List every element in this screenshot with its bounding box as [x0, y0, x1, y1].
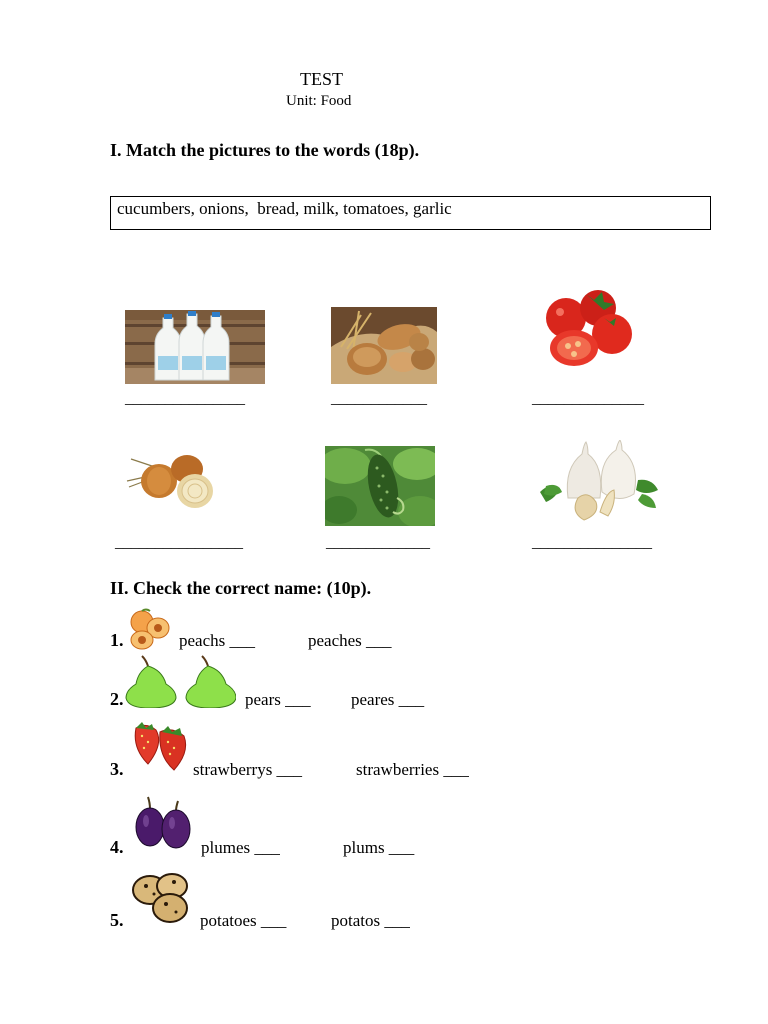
test-title: TEST — [300, 69, 343, 89]
option-b: plums ___ — [343, 838, 415, 857]
option-a: potatoes ___ — [200, 911, 287, 930]
bread-loaves-image — [331, 307, 437, 384]
option-a: plumes ___ — [201, 838, 280, 857]
unit-subtitle: Unit: Food — [286, 93, 352, 109]
answer-blank-cucumber: _____________ — [326, 534, 430, 551]
item-number: 5. — [110, 910, 124, 930]
option-a: pears ___ — [245, 690, 311, 709]
item-number: 1. — [110, 630, 124, 650]
item-number: 2. — [110, 689, 124, 709]
pears-image — [124, 654, 236, 708]
option-b: peares ___ — [351, 690, 425, 709]
potatoes-image — [130, 868, 192, 926]
section-1-heading: I. Match the pictures to the words (18p). — [110, 140, 420, 160]
option-b: peaches ___ — [308, 631, 392, 650]
answer-blank-onions: ________________ — [115, 534, 243, 551]
word-bank-box: cucumbers, onions, bread, milk, tomatoes, garlic — [110, 196, 711, 230]
answer-blank-tomatoes: ______________ — [532, 390, 644, 407]
garlic-image — [538, 440, 660, 526]
answer-blank-bread: ____________ — [331, 390, 427, 407]
option-b: potatos ___ — [331, 911, 410, 930]
milk-bottles-image — [125, 310, 265, 384]
answer-blank-milk: _______________ — [125, 390, 245, 407]
item-number: 4. — [110, 837, 124, 857]
section-2-heading: II. Check the correct name: (10p). — [110, 578, 372, 598]
option-a: strawberrys ___ — [193, 760, 303, 779]
option-b: strawberries ___ — [356, 760, 469, 779]
plums-image — [134, 795, 192, 851]
peaches-image — [128, 608, 172, 650]
onions-image — [125, 447, 217, 515]
option-a: peachs ___ — [179, 631, 256, 650]
cucumber-image — [325, 446, 435, 526]
item-number: 3. — [110, 759, 124, 779]
answer-blank-garlic: _______________ — [532, 534, 652, 551]
tomatoes-image — [538, 286, 638, 372]
strawberries-image — [130, 720, 190, 774]
